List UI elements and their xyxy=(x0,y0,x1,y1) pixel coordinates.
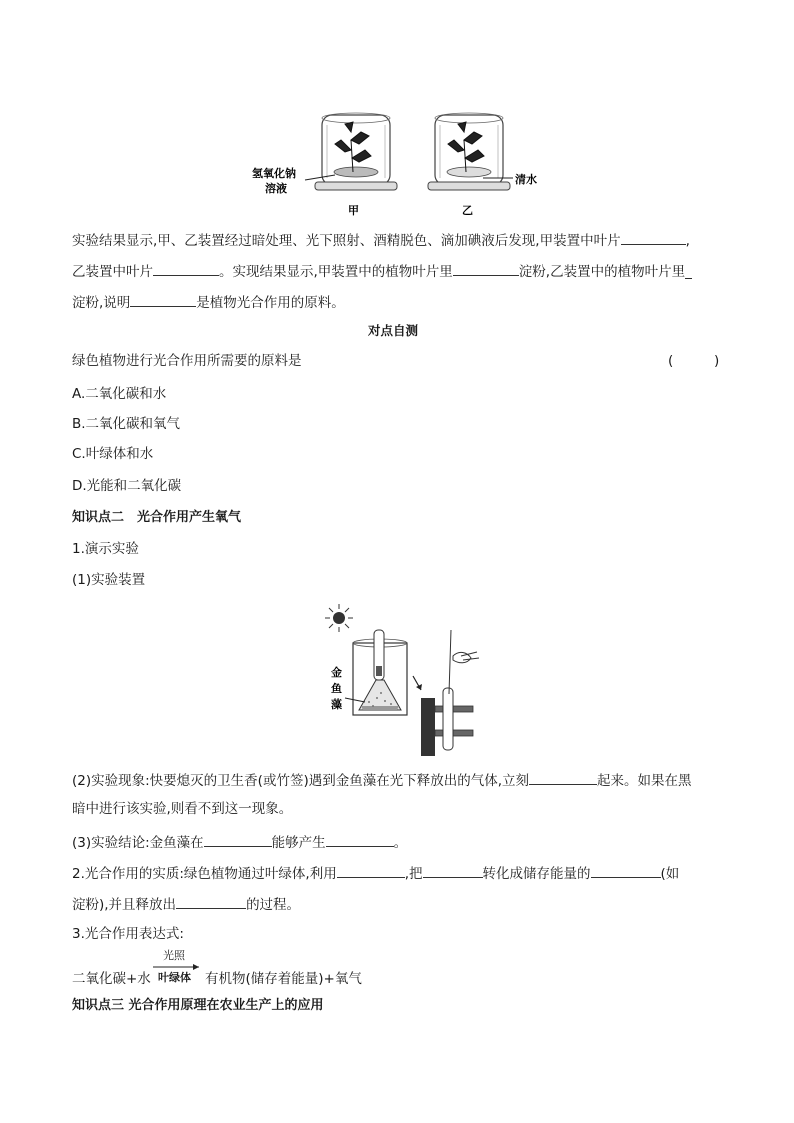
option-b[interactable]: B.二氧化碳和氧气 xyxy=(72,416,181,432)
blank-9[interactable] xyxy=(423,865,483,878)
question-stem: 绿色植物进行光合作用所需要的原料是 xyxy=(72,353,302,369)
formula-right: 有机物(储存着能量)+氧气 xyxy=(205,971,362,987)
label-naoh-line1: 氢氧化钠 xyxy=(252,167,296,180)
label-naoh-line2: 溶液 xyxy=(265,182,287,195)
blank-8[interactable] xyxy=(337,865,405,878)
formula-left: 二氧化碳+水 xyxy=(72,971,151,987)
blank-3[interactable] xyxy=(453,263,519,276)
jar-jia xyxy=(315,113,397,190)
conclusion-line: (3)实验结论:金鱼藻在 能够产生 。 xyxy=(72,835,408,851)
blank-6[interactable] xyxy=(204,834,272,847)
label-goldfish-3: 藻 xyxy=(331,698,342,711)
para1-line1: 实验结果显示,甲、乙装置经过暗处理、光下照射、酒精脱色、滴加碘液后发现,甲装置中叶片 , xyxy=(72,233,690,249)
label-goldfish-2: 鱼 xyxy=(331,682,342,695)
formula-title: 3.光合作用表达式: xyxy=(72,926,184,942)
phenomenon-line1: (2)实验现象:快要熄灭的卫生香(或竹签)遇到金鱼藻在光下释放出的气体,立刻 起来。如果在黑 xyxy=(72,773,692,789)
essence-line2: 淀粉),并且释放出 的过程。 xyxy=(72,897,301,913)
blank-10[interactable] xyxy=(591,865,661,878)
label-yi: 乙 xyxy=(462,204,473,217)
demo-title: 1.演示实验 xyxy=(72,541,139,557)
answer-paren-open: ( xyxy=(668,353,674,369)
blank-7[interactable] xyxy=(326,834,394,847)
option-c[interactable]: C.叶绿体和水 xyxy=(72,446,154,462)
blank-11[interactable] xyxy=(176,896,246,909)
apparatus-title: (1)实验装置 xyxy=(72,572,146,588)
section-self-test: 对点自测 xyxy=(368,323,419,338)
answer-paren-close: ) xyxy=(714,353,720,369)
para1-line3: 淀粉,说明 是植物光合作用的原料。 xyxy=(72,295,345,311)
blank-5[interactable] xyxy=(529,772,597,785)
label-water: 清水 xyxy=(515,173,537,186)
formula-above-arrow: 光照 xyxy=(163,949,185,962)
option-a[interactable]: A.二氧化碳和水 xyxy=(72,386,167,402)
formula-below-arrow: 叶绿体 xyxy=(158,971,191,984)
option-d[interactable]: D.光能和二氧化碳 xyxy=(72,478,182,494)
label-jia: 甲 xyxy=(348,204,359,217)
essence-line1: 2.光合作用的实质:绿色植物通过叶绿体,利用 ,把 转化成储存能量的 (如 xyxy=(72,866,680,882)
goldfish-weed-apparatus xyxy=(325,598,485,760)
kp2-title: 知识点二 光合作用产生氧气 xyxy=(72,510,242,525)
sun-icon xyxy=(325,604,353,632)
blank-4[interactable] xyxy=(130,294,196,307)
blank-2[interactable] xyxy=(153,263,219,276)
blank-1[interactable] xyxy=(621,232,686,245)
label-goldfish-1: 金 xyxy=(331,666,342,679)
kp3-title: 知识点三 光合作用原理在农业生产上的应用 xyxy=(72,998,324,1013)
bell-jar-figure xyxy=(245,110,565,220)
phenomenon-line2: 暗中进行该实验,则看不到这一现象。 xyxy=(72,801,293,817)
para1-line2: 乙装置中叶片 。实现结果显示,甲装置中的植物叶片里 淀粉,乙装置中的植物叶片里_ xyxy=(72,264,692,280)
